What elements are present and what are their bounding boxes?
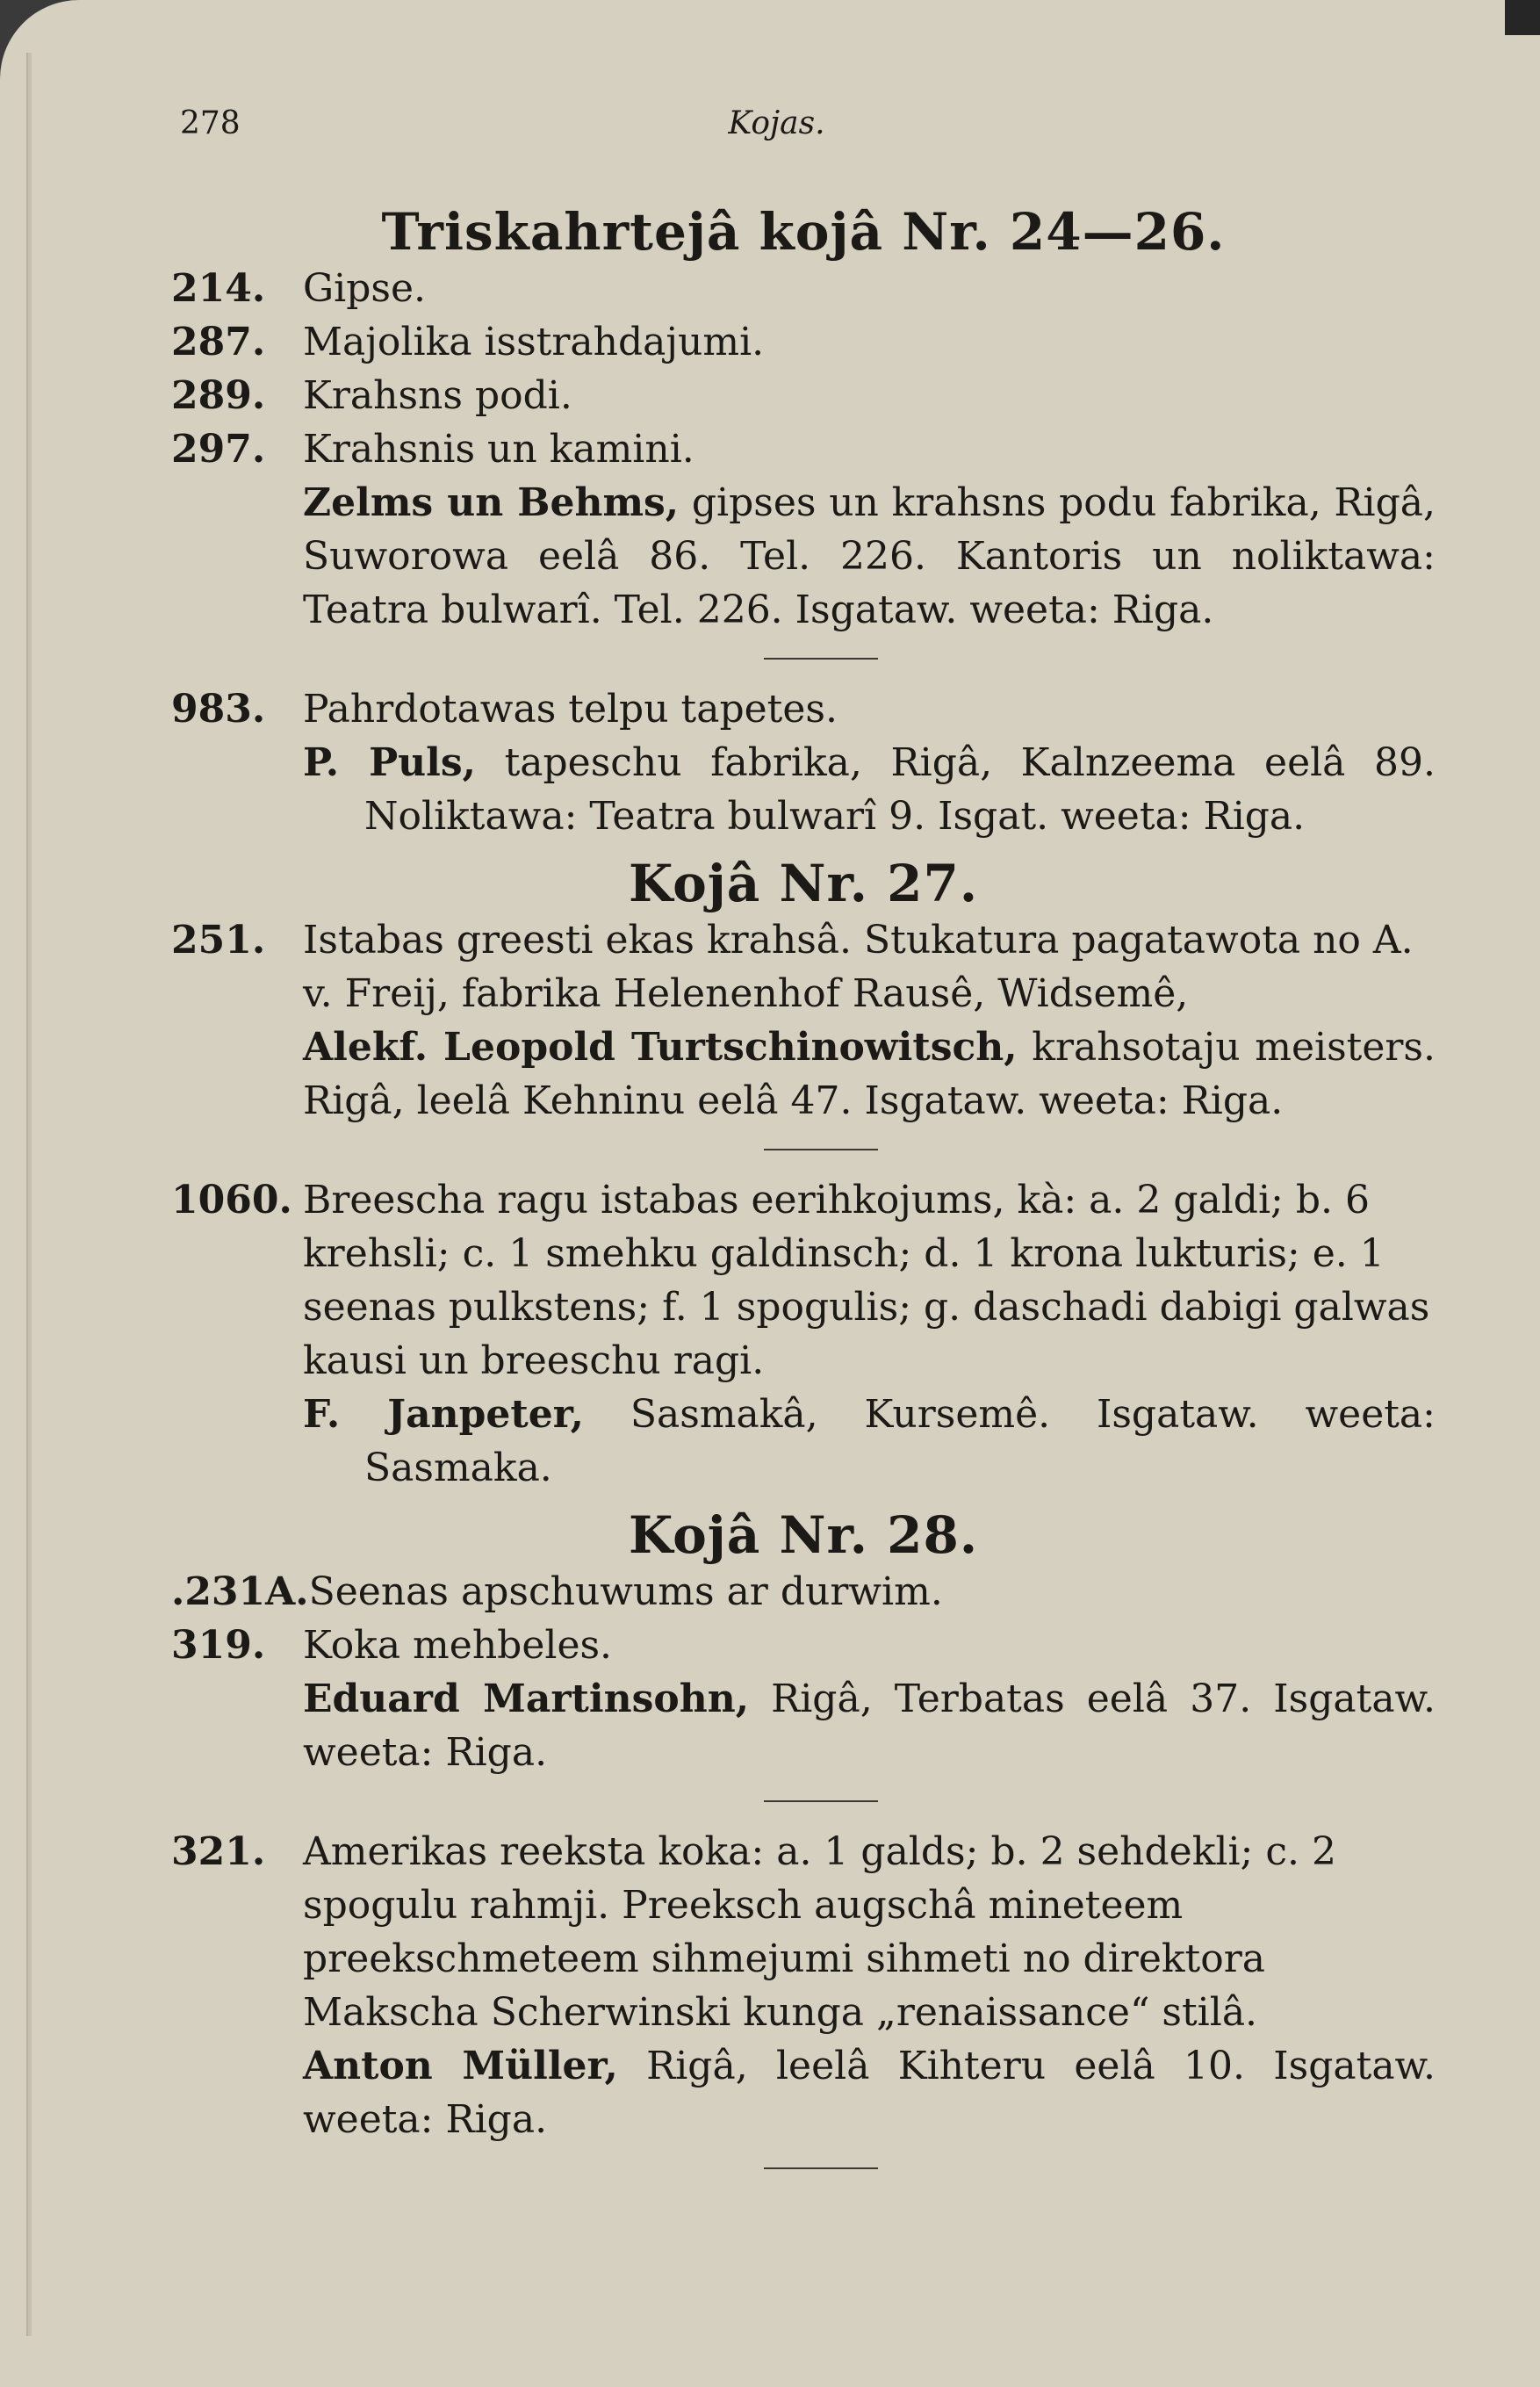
item-number: 251. (171, 918, 266, 963)
item-text: Koka mehbeles. (303, 1623, 613, 1668)
maker-details: gipses un krahsns podu fabrika, Rigâ, Suworowa eelâ 86. Tel. 226. Kantoris un noliktawa: Teatra bulwarî. Tel. 226. Isgataw. weeta: Riga. (303, 480, 1436, 632)
list-item (171, 1619, 1436, 1672)
list-item (171, 1565, 1436, 1619)
maker-name: Anton Müller, (303, 2044, 618, 2088)
section-title-24-26: Triskahrtejâ kojâ Nr. 24—26. (381, 202, 1226, 262)
item-number: 1060. (171, 1178, 292, 1222)
maker-name: Eduard Martinsohn, (303, 1677, 750, 1721)
scan-corner (1505, 0, 1540, 35)
item-number: 321. (171, 1829, 266, 1874)
page-edge-lines (26, 53, 90, 2336)
maker-paragraph (171, 1672, 1436, 1779)
maker-name: Zelms un Behms, (303, 480, 680, 525)
list-item (171, 262, 1436, 315)
maker-paragraph (171, 476, 1436, 637)
maker-details: Rigâ, leelâ Kihteru eelâ 10. Isgataw. weeta: Riga. (303, 2044, 1436, 2142)
maker-name: P. Puls, (303, 740, 476, 785)
page-content (171, 202, 1436, 2192)
section-title-27: Kojâ Nr. 27. (628, 854, 979, 913)
divider (764, 1149, 878, 1150)
list-item (171, 913, 1436, 1020)
maker-details: tapeschu fabrika, Rigâ, Kalnzeema eelâ 89. Noliktawa: Teatra bulwarî 9. Isgat. weeta: Riga. (364, 740, 1436, 839)
list-item (171, 315, 1436, 369)
list-item (171, 369, 1436, 422)
maker-paragraph (171, 2039, 1436, 2146)
item-text: Krahsnis un kamini. (303, 427, 694, 472)
item-number: 297. (171, 427, 266, 472)
maker-details: Sasmakâ, Kursemê. Isgataw. weeta: Sasmaka. (364, 1392, 1436, 1490)
divider (764, 2167, 878, 2169)
maker-paragraph (171, 1388, 1436, 1495)
running-head (180, 105, 1373, 158)
maker-paragraph (171, 736, 1436, 843)
maker-details: krahsotaju meisters. Rigâ, leelâ Kehninu eelâ 47. Isgataw. weeta: Riga. (303, 1025, 1436, 1123)
page-number: 278 (180, 105, 241, 141)
maker-name: F. Janpeter, (303, 1392, 584, 1437)
divider (764, 1800, 878, 1802)
item-number: 287. (171, 320, 266, 364)
item-number: 214. (171, 266, 266, 311)
item-text: Istabas greesti ekas krahsâ. Stukatura pagatawota no A. v. Freij, fabrika Helenenhof Rausê, Widsemê, (303, 918, 1414, 1016)
divider (764, 658, 878, 660)
item-text: Majolika isstrahdajumi. (303, 320, 765, 364)
item-text: Amerikas reekstа koka: a. 1 galds; b. 2 sehdekli; c. 2 spogulu rahmji. Preeksch augschâ mineteem preekschmeteem sihmejumi sihmeti no direktora Makscha Scherwinski kunga „renaissance“ stilâ. (303, 1829, 1336, 2035)
list-item (171, 422, 1436, 476)
item-number: 289. (171, 373, 266, 418)
item-text: Breescha ragu istabas eerihkojums, kà: a. 2 galdi; b. 6 krehsli; c. 1 smehku galdinsch; d. 1 krona lukturis; e. 1 seenas pulkstens; f. 1 spogulis; g. daschadi dabigi galwas kausi un breeschu ragi. (303, 1178, 1430, 1383)
item-text: Seenas apschuwums ar durwim. (308, 1569, 943, 1614)
maker-name: Alekf. Leopold Turtschinowitsch, (303, 1025, 1018, 1070)
item-text: Pahrdotawas telpu tapetes. (303, 687, 838, 732)
item-number: 319. (171, 1623, 266, 1668)
maker-details: Rigâ, Terbatas eelâ 37. Isgataw. weeta: Riga. (303, 1677, 1436, 1775)
section-title-28: Kojâ Nr. 28. (628, 1505, 979, 1565)
item-number: .231A. (171, 1569, 309, 1614)
running-title: Kojas. (728, 105, 825, 141)
item-text: Krahsns podi. (303, 373, 572, 418)
list-item (171, 682, 1436, 736)
maker-paragraph (171, 1020, 1436, 1128)
list-item (171, 1825, 1436, 2039)
list-item (171, 1173, 1436, 1388)
item-text: Gipse. (303, 266, 426, 311)
item-number: 983. (171, 687, 266, 732)
